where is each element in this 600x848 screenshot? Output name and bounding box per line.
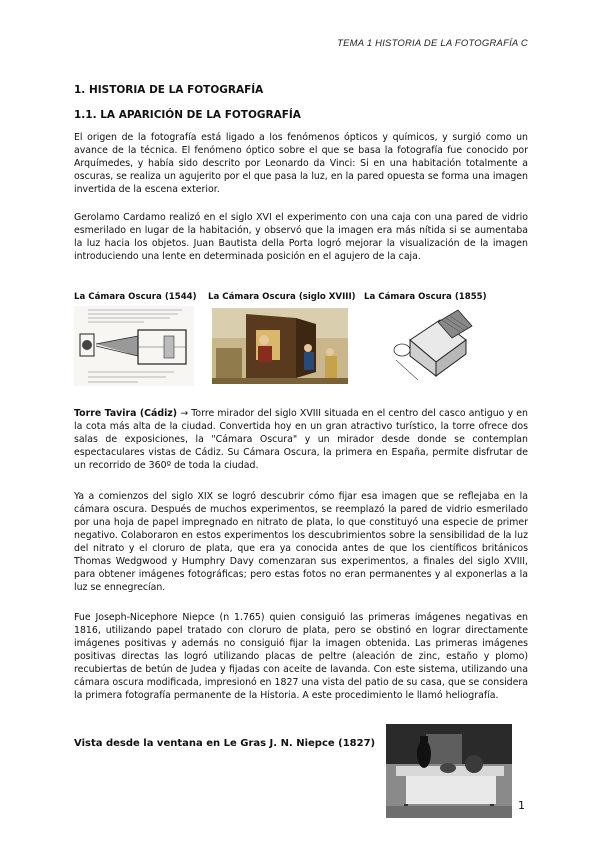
paragraph-cardamo: Gerolamo Cardamo realizó en el siglo XVI el experimento con una caja con una pared de vidrio esmerilado en lugar de la habitación, y observó que la imagen era más nítida si se aumentaba la luz hacia los objetos. Juan Bautista della Porta logró mejorar la visualización de la imagen introduciendo una lente en determinada posición en el agujero de la caja.	[74, 212, 528, 262]
page-number: 1	[518, 799, 525, 812]
camera-obscura-1544-image	[74, 306, 194, 386]
torre-tavira-lead: Torre Tavira (Cádiz)	[74, 408, 178, 419]
paragraph-torre-tavira	[74, 407, 528, 472]
figure-caption-1855: La Cámara Oscura (1855)	[364, 292, 487, 302]
camera-obscura-xviii-image	[212, 308, 348, 384]
torre-tavira-body: → Torre mirador del siglo XVIII situada en el centro del casco antiguo y en la cota más alta de la ciudad. Convertida hoy en un gran atractivo turístico, la torre ofrece dos salas de exposiciones, la "Cámara Oscura" y un mirador desde donde se contemplan espectaculares vistas de Cádiz. Su Cámara Oscura, la primera en España, permite disfrutar de un recorrido de 360º de toda la ciudad.	[74, 408, 529, 471]
niepce-photo-caption: Vista desde la ventana en Le Gras J. N. Niepce (1827)	[74, 738, 376, 749]
niepce-view-image	[386, 724, 512, 818]
paragraph-xix-century: Ya a comienzos del siglo XIX se logró descubrir cómo fijar esa imagen que se reflejaba en la cámara oscura. Después de muchos experimentos, se reemplazó la pared de vidrio esmerilado por una hoja de papel impregnado en nitrato de plata, lo que constituyó una especie de primer negativo. Colaboraron en estos experimentos los descubrimientos sobre la sensibilidad de la luz del nitrato y el cloruro de plata, que era ya conocida antes de que los científicos británicos Thomas Wedgwood y Humphry Davy comenzaran sus experimentos, a finales del siglo XVIII, para obtener imágenes fotográficas; pero estas fotos no eran permanentes y al exponerlas a la luz se ennegrecían.	[74, 491, 528, 593]
chapter-heading: 1. HISTORIA DE LA FOTOGRAFÍA	[74, 84, 264, 96]
section-heading: 1.1. LA APARICIÓN DE LA FOTOGRAFÍA	[74, 109, 301, 121]
paragraph-origin: El origen de la fotografía está ligado a los fenómenos ópticos y químicos, y surgió como un avance de la técnica. El fenómeno óptico sobre el que se basa la fotografía fue conocido por Arquímedes, y había sido descrito por Leonardo da Vinci: Si en una habitación totalmente a oscuras, se realiza un agujerito por el que pasa la luz, en la pared opuesta se forma una imagen invertida de la escena exterior.	[74, 132, 528, 195]
running-header: TEMA 1 HISTORIA DE LA FOTOGRAFÍA C	[337, 38, 528, 49]
figure-caption-1544: La Cámara Oscura (1544)	[74, 292, 197, 302]
paragraph-niepce: Fue Joseph-Nicephore Niepce (n 1.765) quien consiguió las primeras imágenes negativas en 1816, utilizando papel tratado con cloruro de plata, pero se obstinó en lograr directamente imágenes positivas y además no consiguió fijar la imagen obtenida. Las primeras imágenes positivas directas las logró utilizando placas de peltre (aleación de zinc, estaño y plomo) recubiertas de betún de Judea y fijadas con aceite de lavanda. Con este sistema, utilizando una cámara oscura modificada, impresionó en 1827 una vista del patio de su casa, que se considera la primera fotografía permanente de la Historia. A este procedimiento le llamó heliografía.	[74, 612, 528, 701]
figure-caption-xviii: La Cámara Oscura (siglo XVIII)	[208, 292, 356, 302]
camera-obscura-1855-image	[388, 306, 474, 386]
